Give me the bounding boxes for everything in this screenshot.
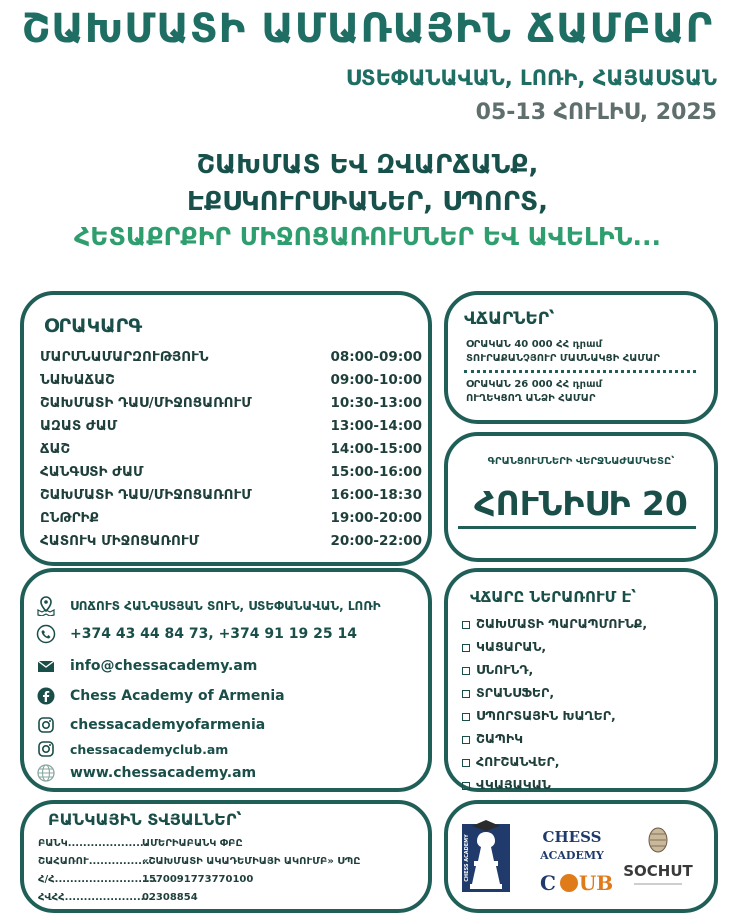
- bank-value: «ՇԱԽՄԱՏԻ ԱԿԱԴԵՄԻԱՅԻ ԱԿՈՒՄԲ» ՍՊԸ: [142, 856, 361, 867]
- schedule-activity: ԸՆԹՐԻՔ: [40, 510, 99, 526]
- mail-icon: [36, 656, 56, 676]
- schedule-time: 08:00-09:00: [330, 349, 422, 365]
- sochut-logo: [623, 828, 693, 884]
- phone-text[interactable]: +374 43 44 84 73, +374 91 19 25 14: [70, 626, 357, 642]
- divider: [464, 370, 696, 373]
- fee-companion-price: ՕՐԱԿԱՆ 26 000 ՀՀ դրամ: [466, 379, 602, 390]
- schedule-title: ՕՐԱԿԱՐԳ: [44, 315, 143, 337]
- fee-companion-desc: ՈՒՂԵԿՑՈՂ ԱՆՁԻ ՀԱՄԱՐ: [466, 393, 596, 404]
- list-item: ՍՊՈՐՏԱՅԻՆ ԽԱՂԵՐ,: [462, 704, 647, 727]
- fees-panel: [444, 291, 718, 424]
- fee-participant-desc: ՏՈՒՐԱՔԱՆՉՅՈՒՐ ՄԱՍՆԱԿՑԻ ՀԱՄԱՐ: [466, 353, 660, 364]
- schedule-time: 09:00-10:00: [330, 372, 422, 388]
- schedule-time: 15:00-16:00: [330, 464, 422, 480]
- globe-icon: [36, 763, 56, 783]
- location: ՍՏԵՓԱՆԱՎԱՆ, ԼՈՌԻ, ՀԱՅԱՍՏԱՆ: [345, 66, 717, 90]
- schedule-row: [40, 530, 422, 553]
- list-item: ՇԱԽՄԱՏԻ ՊԱՐԱՊՄՈՒՆՔ,: [462, 612, 647, 635]
- schedule-activity: ՃԱՇ: [40, 441, 71, 457]
- includes-title: ՎՃԱՐԸ ՆԵՐԱՌՈՒՄ Է՝: [470, 588, 637, 606]
- club-logo-c: C: [540, 871, 556, 895]
- club-logo-line1: CHESS: [542, 828, 602, 846]
- schedule-time: 19:00-20:00: [330, 510, 422, 526]
- fees-title: ՎՃԱՐՆԵՐ՝: [464, 309, 555, 329]
- schedule-panel: [20, 291, 432, 566]
- schedule-row: [40, 461, 422, 484]
- schedule-time: 13:00-14:00: [330, 418, 422, 434]
- list-item: ԿԱՑԱՐԱՆ,: [462, 635, 647, 658]
- schedule-time: 10:30-13:00: [330, 395, 422, 411]
- deadline-date: ՀՈՒՆԻՍԻ 20: [474, 484, 688, 523]
- schedule-row: [40, 346, 422, 369]
- website-text[interactable]: www.chessacademy.am: [70, 765, 257, 781]
- schedule-activity: ՇԱԽՄԱՏԻ ԴԱՍ/ՄԻՋՈՑԱՌՈՒՄ: [40, 487, 252, 503]
- phone-icon: [36, 624, 56, 644]
- tagline-line-3: ՀԵՏԱՔՐՔԻՐ ՄԻՋՈՑԱՌՈՒՄՆԵՐ ԵՎ ԱՎԵԼԻՆ...: [74, 222, 661, 251]
- bank-title: ԲԱՆԿԱՅԻՆ ՏՎՅԱԼՆԵՐ՝: [48, 810, 242, 829]
- phone-row: [36, 624, 357, 644]
- bank-key: ԲԱՆԿ.....................: [38, 838, 148, 849]
- chess-academy-club-logo: [539, 828, 613, 895]
- bank-row: [38, 838, 243, 849]
- logos-panel: [444, 800, 718, 913]
- address-text: ՍՈՃՈՒՏ ՀԱՆԳՍՏՅԱՆ ՏՈՒՆ, ՍՏԵՓԱՆԱՎԱՆ, ԼՈՌԻ: [70, 599, 381, 613]
- schedule-activity: ՆԱԽԱՃԱՇ: [40, 372, 115, 388]
- list-item: ՍՆՈՒՆԴ,: [462, 658, 647, 681]
- schedule-row: [40, 438, 422, 461]
- schedule-row: [40, 507, 422, 530]
- instagram-text-1[interactable]: chessacademyofarmenia: [70, 717, 266, 733]
- list-item: ՏՐԱՆՍՖԵՐ,: [462, 681, 647, 704]
- schedule-time: 14:00-15:00: [330, 441, 422, 457]
- schedule-list: [40, 346, 422, 553]
- website-row: [36, 763, 256, 783]
- divider: [458, 526, 696, 529]
- bank-value: 02308854: [142, 892, 198, 903]
- club-logo-ball: [560, 874, 578, 892]
- sochut-logo-text: SOCHUT: [623, 862, 693, 880]
- page-title: ՇԱԽՄԱՏԻ ԱՄԱՌԱՅԻՆ ՃԱՄԲԱՐ: [21, 6, 714, 52]
- facebook-text[interactable]: Chess Academy of Armenia: [70, 688, 285, 704]
- fee-participant-price: ՕՐԱԿԱՆ 40 000 ՀՀ դրամ: [466, 339, 602, 350]
- schedule-activity: ԱԶԱՏ ԺԱՄ: [40, 418, 118, 434]
- club-logo-line2: ACADEMY: [540, 849, 604, 862]
- club-logo-ub: UB: [578, 871, 614, 895]
- facebook-icon: [36, 686, 56, 706]
- bank-value: 1570091773770100: [142, 874, 254, 885]
- academy-vertical-text: CHESS ACADEMY: [464, 834, 470, 882]
- map-pin-icon: [36, 596, 56, 616]
- event-dates: 05-13 ՀՈՒԼԻՍ, 2025: [475, 100, 717, 125]
- schedule-activity: ՀԱՆԳՍՏԻ ԺԱՄ: [40, 464, 144, 480]
- bank-key: Հ/Հ...........................: [38, 874, 158, 885]
- bank-key: ՀՎՀՀ.......................: [38, 892, 153, 903]
- tagline-line-1: ՇԱԽՄԱՏ ԵՎ ԶՎԱՐՃԱՆՔ,: [196, 150, 539, 180]
- instagram-row-2: [36, 739, 228, 759]
- schedule-row: [40, 415, 422, 438]
- bank-row: [38, 874, 253, 885]
- facebook-row: [36, 686, 285, 706]
- list-item: ՎԿԱՅԱԿԱՆ: [462, 773, 647, 796]
- bank-key: ՇԱՀԱՌՈՒ.................: [38, 856, 154, 867]
- list-item: ՇԱՊԻԿ: [462, 727, 647, 750]
- instagram-icon: [36, 715, 56, 735]
- email-row: [36, 656, 257, 676]
- schedule-row: [40, 392, 422, 415]
- bank-details-panel: [20, 800, 432, 913]
- tagline-line-2: ԷՔՍԿՈՒՐՍԻԱՆԵՐ, ՍՊՈՐՏ,: [187, 187, 548, 217]
- schedule-activity: ՄԱՐՄՆԱՄԱՐԶՈՒԹՅՈՒՆ: [40, 349, 209, 365]
- includes-panel: [444, 568, 718, 792]
- instagram-text-2[interactable]: chessacademyclub.am: [70, 741, 229, 757]
- schedule-activity: ՇԱԽՄԱՏԻ ԴԱՍ/ՄԻՋՈՑԱՌՈՒՄ: [40, 395, 252, 411]
- contacts-panel: [20, 568, 432, 792]
- schedule-row: [40, 369, 422, 392]
- bank-row: [38, 856, 360, 867]
- bank-row: [38, 892, 198, 903]
- email-text[interactable]: info@chessacademy.am: [70, 658, 258, 674]
- list-item: ՀՈՒՇԱՆՎԵՐ,: [462, 750, 647, 773]
- deadline-label: ԳՐԱՆՑՈՒՄՆԵՐԻ ՎԵՐՋՆԱԺԱՄԿԵՏԸ՝: [487, 456, 675, 467]
- schedule-time: 20:00-22:00: [330, 533, 422, 549]
- logos-graphic: [448, 804, 714, 909]
- schedule-activity: ՀԱՏՈՒԿ ՄԻՋՈՑԱՌՈՒՄ: [40, 533, 200, 549]
- deadline-panel: [444, 432, 718, 562]
- instagram-icon: [36, 739, 56, 759]
- bank-value: ԱՄԵՐԻԱԲԱՆԿ ՓԲԸ: [142, 838, 243, 849]
- address-row: [36, 596, 381, 616]
- includes-list: [462, 612, 647, 796]
- schedule-time: 16:00-18:30: [330, 487, 422, 503]
- instagram-row-1: [36, 715, 265, 735]
- schedule-row: [40, 484, 422, 507]
